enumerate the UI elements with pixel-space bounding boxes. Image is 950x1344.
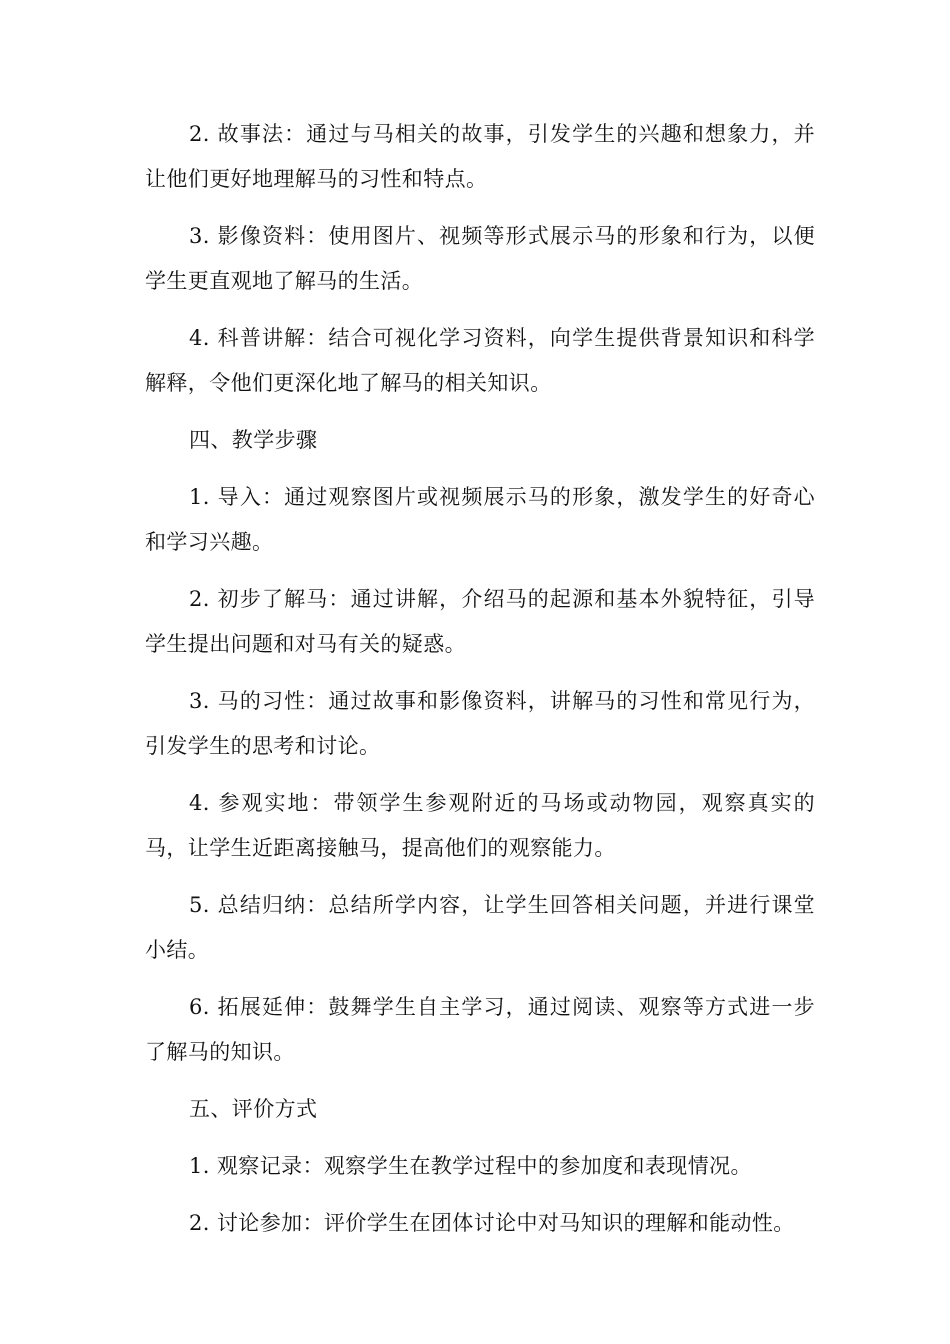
paragraph-eval-discussion: 2. 讨论参加：评价学生在团体讨论中对马知识的理解和能动性。 xyxy=(189,1211,795,1235)
paragraph-eval-observation: 1. 观察记录：观察学生在教学过程中的参加度和表现情况。 xyxy=(189,1154,752,1178)
paragraph-step-habits: 3. 马的习性：通过故事和影像资料，讲解马的习性和常见行为，引发学生的思考和讨论。 xyxy=(145,689,815,758)
paragraph-science-explanation: 4. 科普讲解：结合可视化学习资料，向学生提供背景知识和科学解释，令他们更深化地了解马的相关知识。 xyxy=(145,326,815,395)
paragraph-step-field-visit: 4. 参观实地：带领学生参观附近的马场或动物园，观察真实的马，让学生近距离接触马，提高他们的观察能力。 xyxy=(145,791,815,860)
paragraph-step-extension: 6. 拓展延伸：鼓舞学生自主学习，通过阅读、观察等方式进一步了解马的知识。 xyxy=(145,995,815,1064)
paragraph-story-method: 2. 故事法：通过与马相关的故事，引发学生的兴趣和想象力，并让他们更好地理解马的习性和特点。 xyxy=(145,122,815,191)
paragraph-step-introduction: 1. 导入：通过观察图片或视频展示马的形象，激发学生的好奇心和学习兴趣。 xyxy=(145,485,815,554)
section-heading-evaluation: 五、评价方式 xyxy=(189,1097,318,1121)
document-body xyxy=(145,112,815,1258)
section-heading-teaching-steps: 四、教学步骤 xyxy=(189,428,318,452)
paragraph-step-summary: 5. 总结归纳：总结所学内容，让学生回答相关问题，并进行课堂小结。 xyxy=(145,893,815,962)
paragraph-step-preliminary: 2. 初步了解马：通过讲解，介绍马的起源和基本外貌特征，引导学生提出问题和对马有关的疑惑。 xyxy=(145,587,815,656)
paragraph-video-materials: 3. 影像资料：使用图片、视频等形式展示马的形象和行为，以便学生更直观地了解马的生活。 xyxy=(145,224,815,293)
